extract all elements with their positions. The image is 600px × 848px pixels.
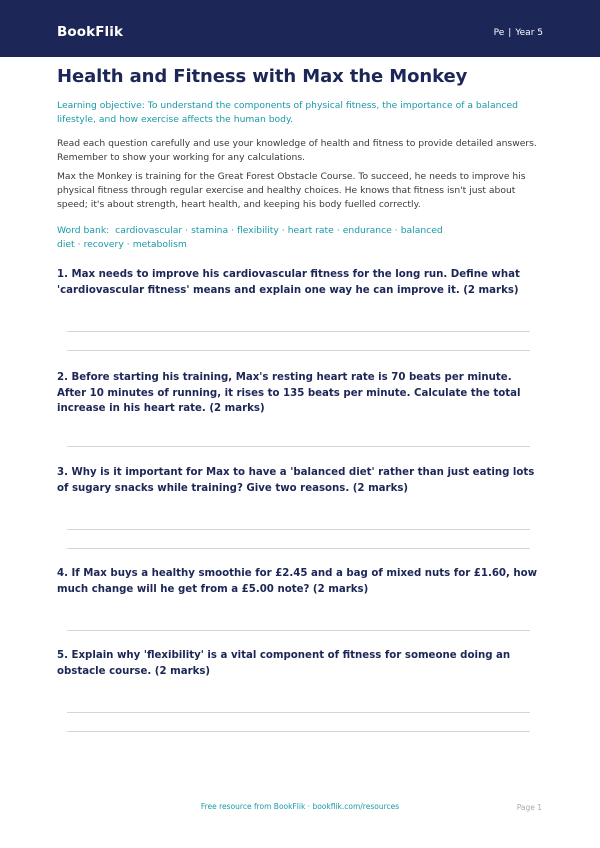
answer-line[interactable] [67, 630, 530, 631]
header-bar [0, 0, 600, 57]
footer-text[interactable]: Free resource from BookFlik · bookflik.com/resources [200, 802, 400, 811]
word-bank-separator: · [185, 225, 189, 236]
question-5: 5. Explain why 'flexibility' is a vital component of fitness for someone doing an obstacle course. (2 marks) [57, 650, 511, 677]
word-bank-separator: · [394, 225, 398, 236]
answer-line[interactable] [67, 331, 530, 332]
year-label: Year 5 [515, 28, 543, 38]
word-bank-separator: · [281, 225, 285, 236]
page-title: Health and Fitness with Max the Monkey [57, 66, 468, 87]
subject-label: Pe [493, 28, 505, 38]
word-bank-word: balanced diet [57, 225, 443, 250]
word-bank-word: cardiovascular [115, 225, 183, 236]
learning-objective: Learning objective: To understand the components of physical fitness, the importance of a balanced lifestyle, and how exercise affects the human body. [57, 100, 518, 125]
word-bank [57, 224, 507, 252]
word-bank-word: stamina [191, 225, 229, 236]
word-bank-word: flexibility [237, 225, 279, 236]
question-4: 4. If Max buys a healthy smoothie for £2.45 and a bag of mixed nuts for £1.60, how much change will he get from a £5.00 note? (2 marks) [57, 568, 538, 595]
subject-year-label [494, 28, 543, 38]
word-bank-separator: · [336, 225, 340, 236]
page-number: Page 1 [516, 803, 542, 812]
answer-line[interactable] [67, 731, 530, 732]
meta-separator: | [508, 28, 512, 38]
word-bank-separator: · [231, 225, 234, 236]
answer-line[interactable] [67, 350, 530, 351]
answer-line[interactable] [67, 548, 530, 549]
word-bank-word: heart rate [287, 225, 334, 236]
answer-line[interactable] [67, 712, 530, 713]
word-bank-word: metabolism [132, 239, 187, 250]
question-1: 1. Max needs to improve his cardiovascular fitness for the long run. Define what 'cardiovascular fitness' means and explain one way he can improve it. (2 marks) [57, 269, 520, 296]
question-2: 2. Before starting his training, Max's resting heart rate is 70 beats per minute. After 10 minutes of running, it rises to 135 beats per minute. Calculate the total increase in his heart rate. (2 marks) [57, 372, 521, 414]
intro-text: Max the Monkey is training for the Great Forest Obstacle Course. To succeed, he needs to improve his physical fitness through regular exercise and healthy choices. He knows that fitness isn't just about speed; it's about strength, heart health, and keeping his body fuelled correctly. [57, 171, 526, 210]
word-bank-separator: · [77, 239, 81, 250]
word-bank-separator: · [126, 239, 130, 250]
answer-line[interactable] [67, 446, 530, 447]
answer-line[interactable] [67, 529, 530, 530]
instructions-text: Read each question carefully and use your knowledge of health and fitness to provide detailed answers. Remember to show your working for any calculations. [57, 138, 537, 163]
word-bank-word: endurance [342, 225, 392, 236]
question-3: 3. Why is it important for Max to have a 'balanced diet' rather than just eating lots of sugary snacks while training? Give two reasons. (2 marks) [57, 467, 535, 494]
word-bank-label: Word bank: [57, 225, 110, 236]
word-bank-word: recovery [83, 239, 124, 250]
brand-logo[interactable]: BookFlik [57, 24, 124, 40]
